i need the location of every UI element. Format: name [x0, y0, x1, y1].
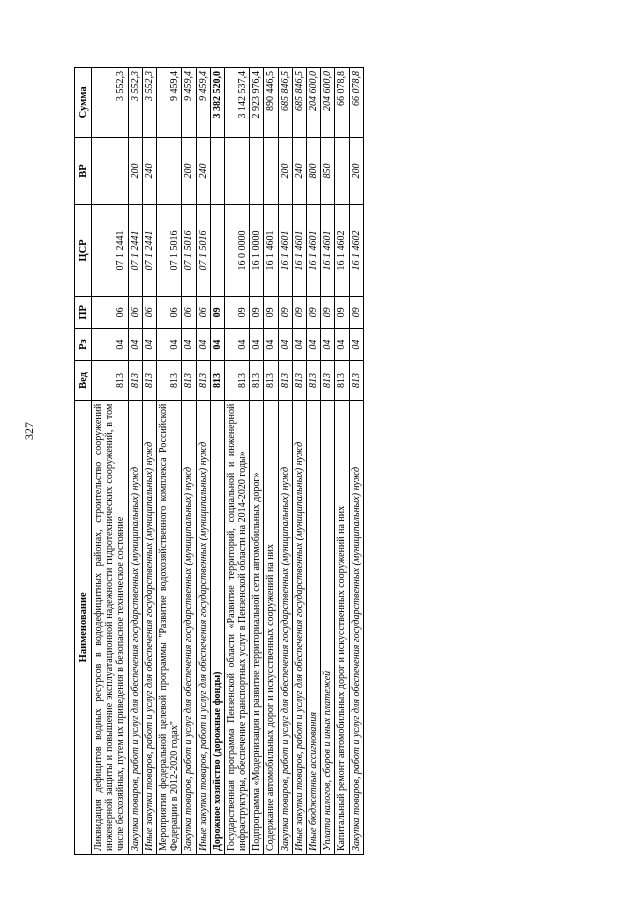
- row-csr: 16 0 0000: [224, 205, 249, 296]
- row-pr: 06: [128, 296, 142, 328]
- row-pr: 09: [210, 296, 224, 328]
- row-rz: 04: [292, 328, 306, 360]
- row-ved: 813: [196, 361, 210, 401]
- row-ved: 813: [278, 361, 292, 401]
- row-csr: 16 1 4602: [349, 205, 363, 296]
- row-pr: 06: [142, 296, 156, 328]
- row-name: Закупка товаров, работ и услуг для обеспечения государственных (муниципальных) нужд: [349, 400, 363, 854]
- row-csr: 07 1 5016: [182, 205, 196, 296]
- header-ved: Вед: [75, 361, 92, 401]
- row-csr: 07 1 5016: [156, 205, 181, 296]
- row-ved: 813: [92, 361, 129, 401]
- table-row: [128, 68, 142, 855]
- table-row: [307, 68, 321, 855]
- row-ved: 813: [182, 361, 196, 401]
- row-pr: 09: [307, 296, 321, 328]
- row-vr: [92, 137, 129, 205]
- row-name: Иные закупки товаров, работ и услуг для обеспечения государственных (муниципальных) нужд: [196, 400, 210, 854]
- row-sum: 3 382 520,0: [210, 68, 224, 138]
- table-row: [250, 68, 264, 855]
- table-row: [321, 68, 335, 855]
- row-ved: 813: [142, 361, 156, 401]
- table-row: [278, 68, 292, 855]
- header-name: Наименование: [75, 400, 92, 854]
- row-ved: 813: [128, 361, 142, 401]
- row-sum: 685 846,5: [278, 68, 292, 138]
- row-pr: 09: [335, 296, 349, 328]
- row-name: Подпрограмма «Модернизация и развитие территориальной сети автомобильных дорог»: [250, 400, 264, 854]
- row-rz: 04: [250, 328, 264, 360]
- table-row: [292, 68, 306, 855]
- row-name: Закупка товаров, работ и услуг для обеспечения государственных (муниципальных) нужд: [278, 400, 292, 854]
- header-row: [75, 68, 92, 855]
- row-sum: 3 552,3: [92, 68, 129, 138]
- row-rz: 04: [210, 328, 224, 360]
- row-sum: 2 923 976,4: [250, 68, 264, 138]
- row-pr: 09: [349, 296, 363, 328]
- row-ved: 813: [250, 361, 264, 401]
- row-name: Ликвидация дефицитов водных ресурсов в вододефицитных районах, строительство сооружений инженерной защиты и повышение эксплуатационной надежности гидротехнических сооружений, в том числе бесхозяйных, путем их приведения в безопасное техническое состояние: [92, 400, 129, 854]
- row-vr: [224, 137, 249, 205]
- row-vr: 240: [142, 137, 156, 205]
- row-sum: 9 459,4: [182, 68, 196, 138]
- table-row: [92, 68, 129, 855]
- header-csr: ЦСР: [75, 205, 92, 296]
- row-ved: 813: [292, 361, 306, 401]
- row-name: Иные закупки товаров, работ и услуг для обеспечения государственных (муниципальных) нужд: [142, 400, 156, 854]
- row-ved: 813: [156, 361, 181, 401]
- table-row: [182, 68, 196, 855]
- budget-table: [74, 67, 364, 855]
- row-pr: 06: [196, 296, 210, 328]
- row-csr: 07 1 2441: [128, 205, 142, 296]
- row-rz: 04: [349, 328, 363, 360]
- row-rz: 04: [128, 328, 142, 360]
- row-rz: 04: [92, 328, 129, 360]
- row-rz: 04: [264, 328, 278, 360]
- row-pr: 09: [292, 296, 306, 328]
- row-sum: 66 078,8: [349, 68, 363, 138]
- row-rz: 04: [156, 328, 181, 360]
- row-name: Содержание автомобильных дорог и искусственных сооружений на них: [264, 400, 278, 854]
- row-pr: 09: [321, 296, 335, 328]
- row-sum: 66 078,8: [335, 68, 349, 138]
- page-number: 327: [22, 422, 36, 440]
- row-csr: 16 1 4601: [264, 205, 278, 296]
- table-row: [142, 68, 156, 855]
- row-name: Иные закупки товаров, работ и услуг для обеспечения государственных (муниципальных) нужд: [292, 400, 306, 854]
- row-vr: 240: [196, 137, 210, 205]
- row-rz: 04: [142, 328, 156, 360]
- header-pr: ПР: [75, 296, 92, 328]
- row-sum: 9 459,4: [156, 68, 181, 138]
- table-row: [196, 68, 210, 855]
- row-rz: 04: [335, 328, 349, 360]
- row-rz: 04: [307, 328, 321, 360]
- row-rz: 04: [321, 328, 335, 360]
- row-sum: 204 600,0: [307, 68, 321, 138]
- row-ved: 813: [307, 361, 321, 401]
- row-csr: 16 1 4601: [307, 205, 321, 296]
- row-csr: 07 1 2441: [92, 205, 129, 296]
- table-row: [224, 68, 249, 855]
- row-sum: 9 459,4: [196, 68, 210, 138]
- table-row: [264, 68, 278, 855]
- row-rz: 04: [182, 328, 196, 360]
- table-row: [156, 68, 181, 855]
- row-rz: 04: [278, 328, 292, 360]
- row-pr: 06: [182, 296, 196, 328]
- row-ved: 813: [264, 361, 278, 401]
- row-pr: 09: [264, 296, 278, 328]
- row-name: Государственная программа Пензенской области «Развитие территорий, социальной и инженерной инфраструктуры, обеспечение транспортных услуг в Пензенской области на 2014-2020 годы»: [224, 400, 249, 854]
- row-vr: 200: [278, 137, 292, 205]
- row-ved: 813: [335, 361, 349, 401]
- row-vr: 240: [292, 137, 306, 205]
- row-sum: 890 446,5: [264, 68, 278, 138]
- row-name: Иные бюджетные ассигнования: [307, 400, 321, 854]
- row-vr: [210, 137, 224, 205]
- row-csr: 16 1 4601: [321, 205, 335, 296]
- row-vr: [264, 137, 278, 205]
- row-pr: 09: [250, 296, 264, 328]
- table-row: [349, 68, 363, 855]
- row-name: Капитальный ремонт автомобильных дорог и искусственных сооружений на них: [335, 400, 349, 854]
- row-pr: 09: [278, 296, 292, 328]
- budget-table-container: [74, 67, 620, 855]
- row-sum: 3 552,3: [128, 68, 142, 138]
- row-vr: 800: [307, 137, 321, 205]
- header-rz: Рз: [75, 328, 92, 360]
- header-vr: ВР: [75, 137, 92, 205]
- row-name: Закупка товаров, работ и услуг для обеспечения государственных (муниципальных) нужд: [182, 400, 196, 854]
- row-pr: 06: [92, 296, 129, 328]
- row-vr: 200: [182, 137, 196, 205]
- row-rz: 04: [224, 328, 249, 360]
- row-name: Дорожное хозяйство (дорожные фонды): [210, 400, 224, 854]
- row-name: Уплата налогов, сборов и иных платежей: [321, 400, 335, 854]
- table-row: [210, 68, 224, 855]
- row-name: Закупка товаров, работ и услуг для обеспечения государственных (муниципальных) нужд: [128, 400, 142, 854]
- row-csr: [210, 205, 224, 296]
- row-sum: 204 600,0: [321, 68, 335, 138]
- row-csr: 16 1 4601: [278, 205, 292, 296]
- table-row: [335, 68, 349, 855]
- row-csr: 07 1 2441: [142, 205, 156, 296]
- row-pr: 09: [224, 296, 249, 328]
- row-name: Мероприятия федеральной целевой программы "Развитие водохозяйственного комплекса Российской Федерации в 2012-2020 годах": [156, 400, 181, 854]
- row-vr: [156, 137, 181, 205]
- row-sum: 685 846,5: [292, 68, 306, 138]
- header-sum: Сумма: [75, 68, 92, 138]
- row-vr: [335, 137, 349, 205]
- table-body: [92, 68, 364, 855]
- row-vr: [250, 137, 264, 205]
- row-csr: 16 1 4602: [335, 205, 349, 296]
- row-sum: 3 552,3: [142, 68, 156, 138]
- row-vr: 850: [321, 137, 335, 205]
- row-csr: 16 1 0000: [250, 205, 264, 296]
- row-ved: 813: [210, 361, 224, 401]
- row-vr: 200: [128, 137, 142, 205]
- row-ved: 813: [224, 361, 249, 401]
- row-rz: 04: [196, 328, 210, 360]
- row-csr: 16 1 4601: [292, 205, 306, 296]
- row-ved: 813: [349, 361, 363, 401]
- row-vr: 200: [349, 137, 363, 205]
- row-pr: 06: [156, 296, 181, 328]
- row-ved: 813: [321, 361, 335, 401]
- row-csr: 07 1 5016: [196, 205, 210, 296]
- row-sum: 3 142 537,4: [224, 68, 249, 138]
